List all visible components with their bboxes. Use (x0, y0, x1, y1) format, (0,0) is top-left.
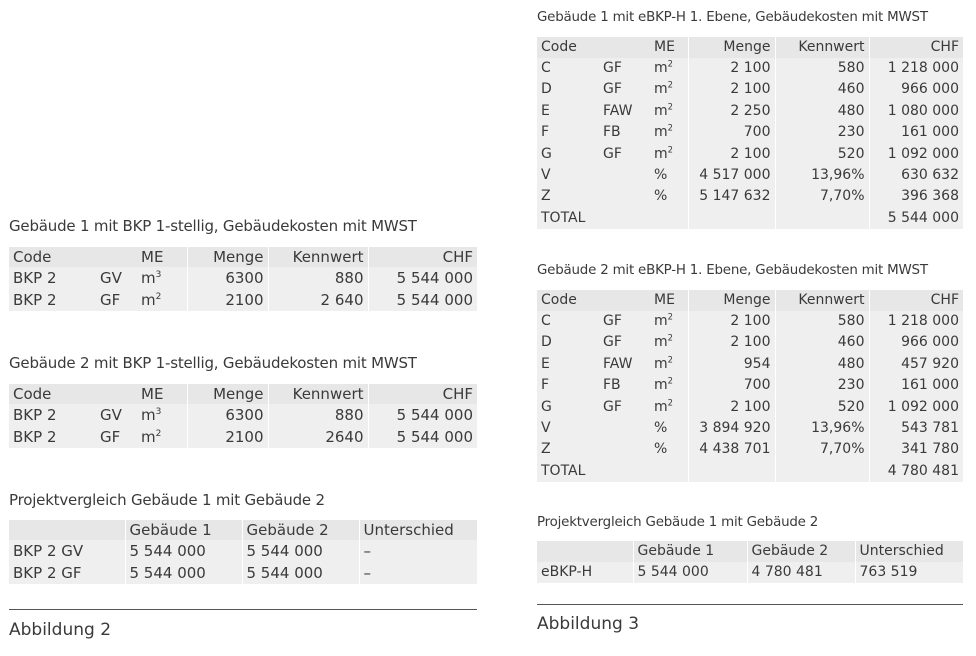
cell-code: BKP 2 (9, 426, 96, 448)
left-comparison-body (9, 540, 477, 584)
cell-kennwert: 460 (775, 332, 869, 353)
cell-unit (650, 354, 688, 375)
cell-kennwert: 520 (775, 144, 869, 165)
cell-menge: 2 100 (688, 79, 775, 100)
cell-unit (650, 332, 688, 353)
table-row (537, 354, 963, 375)
table-row (537, 311, 963, 332)
table-row (537, 562, 963, 583)
cell-menge: 2100 (187, 426, 268, 448)
cell-unit (650, 439, 688, 460)
unit-exponent: 2 (155, 292, 162, 302)
cell-code: Z (537, 439, 599, 460)
right-table2-body (537, 311, 963, 482)
table-row (537, 101, 963, 122)
unit-base: m (141, 269, 156, 287)
cell-kennwert: 580 (775, 311, 869, 332)
column-header: Menge (688, 37, 775, 58)
table-row (537, 79, 963, 100)
cell-menge: 2 100 (688, 58, 775, 79)
cell-reference (599, 418, 650, 439)
right-table1-caption: Gebäude 1 mit eBKP-H 1. Ebene, Gebäudekosten mit MWST (537, 10, 928, 25)
column-header (599, 37, 650, 58)
cell-kennwert: 880 (268, 404, 368, 426)
table-row (537, 375, 963, 396)
column-header: Unterschied (359, 520, 477, 540)
cell-reference: FB (599, 375, 650, 396)
right-comparison-caption: Projektvergleich Gebäude 1 mit Gebäude 2 (537, 515, 819, 530)
cell-reference: FAW (599, 354, 650, 375)
cell-code: E (537, 354, 599, 375)
unit-exponent: 2 (667, 396, 673, 407)
column-header: Gebäude 2 (242, 520, 359, 540)
cell-chf: 161 000 (869, 375, 963, 396)
table-row (537, 58, 963, 79)
column-header: CHF (368, 247, 477, 267)
unit-base: m (654, 124, 668, 141)
cell-code: D (537, 332, 599, 353)
cell-reference (599, 186, 650, 207)
unit-base: m (654, 145, 668, 162)
column-header: Kennwert (775, 37, 869, 58)
unit-base: m (654, 398, 668, 415)
left-comparison-caption: Projektvergleich Gebäude 1 mit Gebäude 2 (9, 491, 325, 509)
cell-chf: 341 780 (869, 439, 963, 460)
cell-code: TOTAL (537, 208, 599, 229)
cell-unit (650, 79, 688, 100)
unit-base: % (654, 188, 668, 205)
cell-code: V (537, 418, 599, 439)
figure-label-3: Abbildung 3 (537, 614, 640, 634)
cell-chf: 630 632 (869, 165, 963, 186)
left-table1-header (9, 247, 477, 267)
unit-exponent: 2 (155, 429, 162, 439)
cell-unit (650, 397, 688, 418)
table-row (537, 397, 963, 418)
cell-unit (650, 208, 688, 229)
cell-chf: 966 000 (869, 79, 963, 100)
cell-reference: GF (599, 332, 650, 353)
unit-exponent: 2 (667, 58, 673, 69)
column-header: Kennwert (775, 290, 869, 311)
column-header: Kennwert (268, 247, 368, 267)
unit-exponent: 3 (155, 270, 162, 280)
column-header: Gebäude 2 (747, 541, 855, 562)
cell-menge: 2 100 (688, 332, 775, 353)
column-header: Kennwert (268, 384, 368, 404)
table-row (537, 186, 963, 207)
right-table1-body (537, 58, 963, 229)
table-row (9, 267, 477, 289)
cell-chf: 457 920 (869, 354, 963, 375)
unit-exponent: 2 (667, 101, 673, 112)
column-header (9, 520, 125, 540)
column-header: Gebäude 1 (125, 520, 242, 540)
unit-exponent: 3 (155, 407, 162, 417)
table-row (537, 144, 963, 165)
cell-unit (650, 165, 688, 186)
table-row (537, 208, 963, 229)
cell-reference (599, 439, 650, 460)
cell-reference: FAW (599, 101, 650, 122)
cell-value: 5 544 000 (125, 540, 242, 562)
unit-base: m (654, 355, 668, 372)
cell-chf: 5 544 000 (368, 404, 477, 426)
column-header: CHF (869, 290, 963, 311)
cell-code: BKP 2 (9, 404, 96, 426)
cell-label: eBKP-H (537, 562, 633, 583)
table-row (537, 122, 963, 143)
cell-code: BKP 2 (9, 267, 96, 289)
cell-chf: 543 781 (869, 418, 963, 439)
cell-reference (599, 165, 650, 186)
cell-unit (650, 461, 688, 482)
cell-value: – (359, 562, 477, 584)
cell-kennwert: 230 (775, 375, 869, 396)
column-header: Code (9, 247, 96, 267)
right-comparison-body (537, 562, 963, 583)
cell-chf: 5 544 000 (869, 208, 963, 229)
unit-base: m (654, 377, 668, 394)
column-header (599, 290, 650, 311)
cell-unit (137, 267, 187, 289)
cell-code: Z (537, 186, 599, 207)
cell-reference: FB (599, 122, 650, 143)
table-row (9, 289, 477, 311)
table-row (537, 165, 963, 186)
cell-kennwert: 13,96% (775, 418, 869, 439)
cell-unit (137, 404, 187, 426)
cell-reference: GF (599, 144, 650, 165)
cell-code: G (537, 397, 599, 418)
cell-code: G (537, 144, 599, 165)
right-table2 (537, 290, 963, 482)
cell-reference: GF (599, 311, 650, 332)
cell-reference (599, 461, 650, 482)
right-table2-caption: Gebäude 2 mit eBKP-H 1. Ebene, Gebäudekosten mit MWST (537, 263, 928, 278)
cell-reference: GF (599, 397, 650, 418)
cell-reference: GF (599, 58, 650, 79)
cell-unit (650, 418, 688, 439)
right-divider (537, 604, 963, 605)
cell-code: F (537, 375, 599, 396)
figure-label-2: Abbildung 2 (9, 620, 112, 640)
cell-chf: 1 092 000 (869, 144, 963, 165)
unit-exponent: 2 (667, 311, 673, 322)
left-table2 (9, 384, 477, 448)
cell-menge: 954 (688, 354, 775, 375)
unit-base: % (654, 441, 668, 458)
unit-exponent: 2 (667, 79, 673, 90)
cell-code: BKP 2 (9, 289, 96, 311)
right-comparison-header (537, 541, 963, 562)
cell-menge (688, 208, 775, 229)
column-header: CHF (368, 384, 477, 404)
table-row (9, 426, 477, 448)
column-header: CHF (869, 37, 963, 58)
column-header (537, 541, 633, 562)
cell-reference: GV (96, 267, 137, 289)
cell-reference: GF (599, 79, 650, 100)
unit-base: m (654, 334, 668, 351)
column-header (96, 247, 137, 267)
unit-exponent: 2 (667, 375, 673, 386)
cell-value: 5 544 000 (242, 540, 359, 562)
cell-kennwert: 580 (775, 58, 869, 79)
column-header (96, 384, 137, 404)
cell-value: 5 544 000 (125, 562, 242, 584)
cell-menge: 700 (688, 375, 775, 396)
cell-kennwert: 460 (775, 79, 869, 100)
column-header: ME (650, 37, 688, 58)
unit-base: m (654, 102, 668, 119)
table-row (537, 332, 963, 353)
cell-code: E (537, 101, 599, 122)
cell-code: V (537, 165, 599, 186)
cell-unit (650, 311, 688, 332)
cell-kennwert: 230 (775, 122, 869, 143)
left-table2-header (9, 384, 477, 404)
table-row (537, 461, 963, 482)
column-header: ME (137, 247, 187, 267)
unit-base: % (654, 167, 668, 184)
right-table2-header (537, 290, 963, 311)
cell-menge: 6300 (187, 404, 268, 426)
cell-kennwert: 520 (775, 397, 869, 418)
cell-reference (599, 208, 650, 229)
cell-kennwert: 480 (775, 101, 869, 122)
cell-menge: 2 100 (688, 397, 775, 418)
cell-kennwert: 880 (268, 267, 368, 289)
cell-unit (650, 101, 688, 122)
cell-code: F (537, 122, 599, 143)
cell-kennwert (775, 208, 869, 229)
unit-base: m (654, 313, 668, 329)
unit-base: % (654, 420, 668, 437)
table-row (9, 404, 477, 426)
cell-reference: GF (96, 426, 137, 448)
cell-chf: 1 080 000 (869, 101, 963, 122)
unit-exponent: 2 (667, 354, 673, 365)
column-header: Gebäude 1 (633, 541, 747, 562)
cell-kennwert: 480 (775, 354, 869, 375)
left-table2-body (9, 404, 477, 448)
cell-unit (650, 186, 688, 207)
cell-chf: 1 092 000 (869, 397, 963, 418)
column-header: ME (137, 384, 187, 404)
cell-chf: 1 218 000 (869, 58, 963, 79)
unit-base: m (654, 81, 668, 98)
table-row (537, 418, 963, 439)
right-comparison-table (537, 541, 963, 583)
cell-menge: 4 517 000 (688, 165, 775, 186)
cell-code: D (537, 79, 599, 100)
cell-chf: 966 000 (869, 332, 963, 353)
cell-chf: 396 368 (869, 186, 963, 207)
cell-menge: 2100 (187, 289, 268, 311)
cell-kennwert: 2640 (268, 426, 368, 448)
column-header: Code (537, 290, 599, 311)
cell-menge: 2 100 (688, 311, 775, 332)
column-header: Unterschied (855, 541, 963, 562)
column-header: Menge (187, 384, 268, 404)
cell-value: 4 780 481 (747, 562, 855, 583)
table-row (9, 562, 477, 584)
unit-base: m (141, 291, 156, 309)
cell-value: 5 544 000 (633, 562, 747, 583)
table-row (537, 439, 963, 460)
cell-menge: 6300 (187, 267, 268, 289)
left-table1-body (9, 267, 477, 311)
cell-chf: 5 544 000 (368, 267, 477, 289)
column-header: ME (650, 290, 688, 311)
unit-base: m (141, 406, 156, 424)
unit-exponent: 2 (667, 332, 673, 343)
cell-value: 5 544 000 (242, 562, 359, 584)
cell-unit (650, 58, 688, 79)
cell-kennwert (775, 461, 869, 482)
cell-chf: 5 544 000 (368, 426, 477, 448)
cell-menge: 2 250 (688, 101, 775, 122)
cell-menge: 3 894 920 (688, 418, 775, 439)
cell-menge (688, 461, 775, 482)
cell-chf: 161 000 (869, 122, 963, 143)
cell-kennwert: 7,70% (775, 439, 869, 460)
cell-label: BKP 2 GF (9, 562, 125, 584)
cell-menge: 2 100 (688, 144, 775, 165)
cell-unit (650, 144, 688, 165)
cell-reference: GV (96, 404, 137, 426)
cell-chf: 4 780 481 (869, 461, 963, 482)
cell-menge: 5 147 632 (688, 186, 775, 207)
cell-unit (650, 375, 688, 396)
unit-base: m (141, 428, 156, 446)
cell-chf: 1 218 000 (869, 311, 963, 332)
cell-unit (650, 122, 688, 143)
left-table1-caption: Gebäude 1 mit BKP 1-stellig, Gebäudekosten mit MWST (9, 217, 417, 235)
cell-code: C (537, 311, 599, 332)
unit-base: m (654, 60, 668, 76)
cell-kennwert: 2 640 (268, 289, 368, 311)
left-comparison-table (9, 520, 477, 584)
column-header: Menge (187, 247, 268, 267)
left-table2-caption: Gebäude 2 mit BKP 1-stellig, Gebäudekosten mit MWST (9, 354, 417, 372)
cell-label: BKP 2 GV (9, 540, 125, 562)
unit-exponent: 2 (667, 143, 673, 154)
cell-unit (137, 426, 187, 448)
left-comparison-header (9, 520, 477, 540)
cell-code: TOTAL (537, 461, 599, 482)
cell-reference: GF (96, 289, 137, 311)
cell-kennwert: 7,70% (775, 186, 869, 207)
cell-value: 763 519 (855, 562, 963, 583)
left-divider (9, 609, 477, 610)
cell-unit (137, 289, 187, 311)
column-header: Code (537, 37, 599, 58)
cell-code: C (537, 58, 599, 79)
cell-menge: 700 (688, 122, 775, 143)
right-table1 (537, 37, 963, 229)
column-header: Menge (688, 290, 775, 311)
cell-value: – (359, 540, 477, 562)
column-header: Code (9, 384, 96, 404)
table-row (9, 540, 477, 562)
cell-menge: 4 438 701 (688, 439, 775, 460)
cell-kennwert: 13,96% (775, 165, 869, 186)
cell-chf: 5 544 000 (368, 289, 477, 311)
right-table1-header (537, 37, 963, 58)
unit-exponent: 2 (667, 122, 673, 133)
left-table1 (9, 247, 477, 311)
